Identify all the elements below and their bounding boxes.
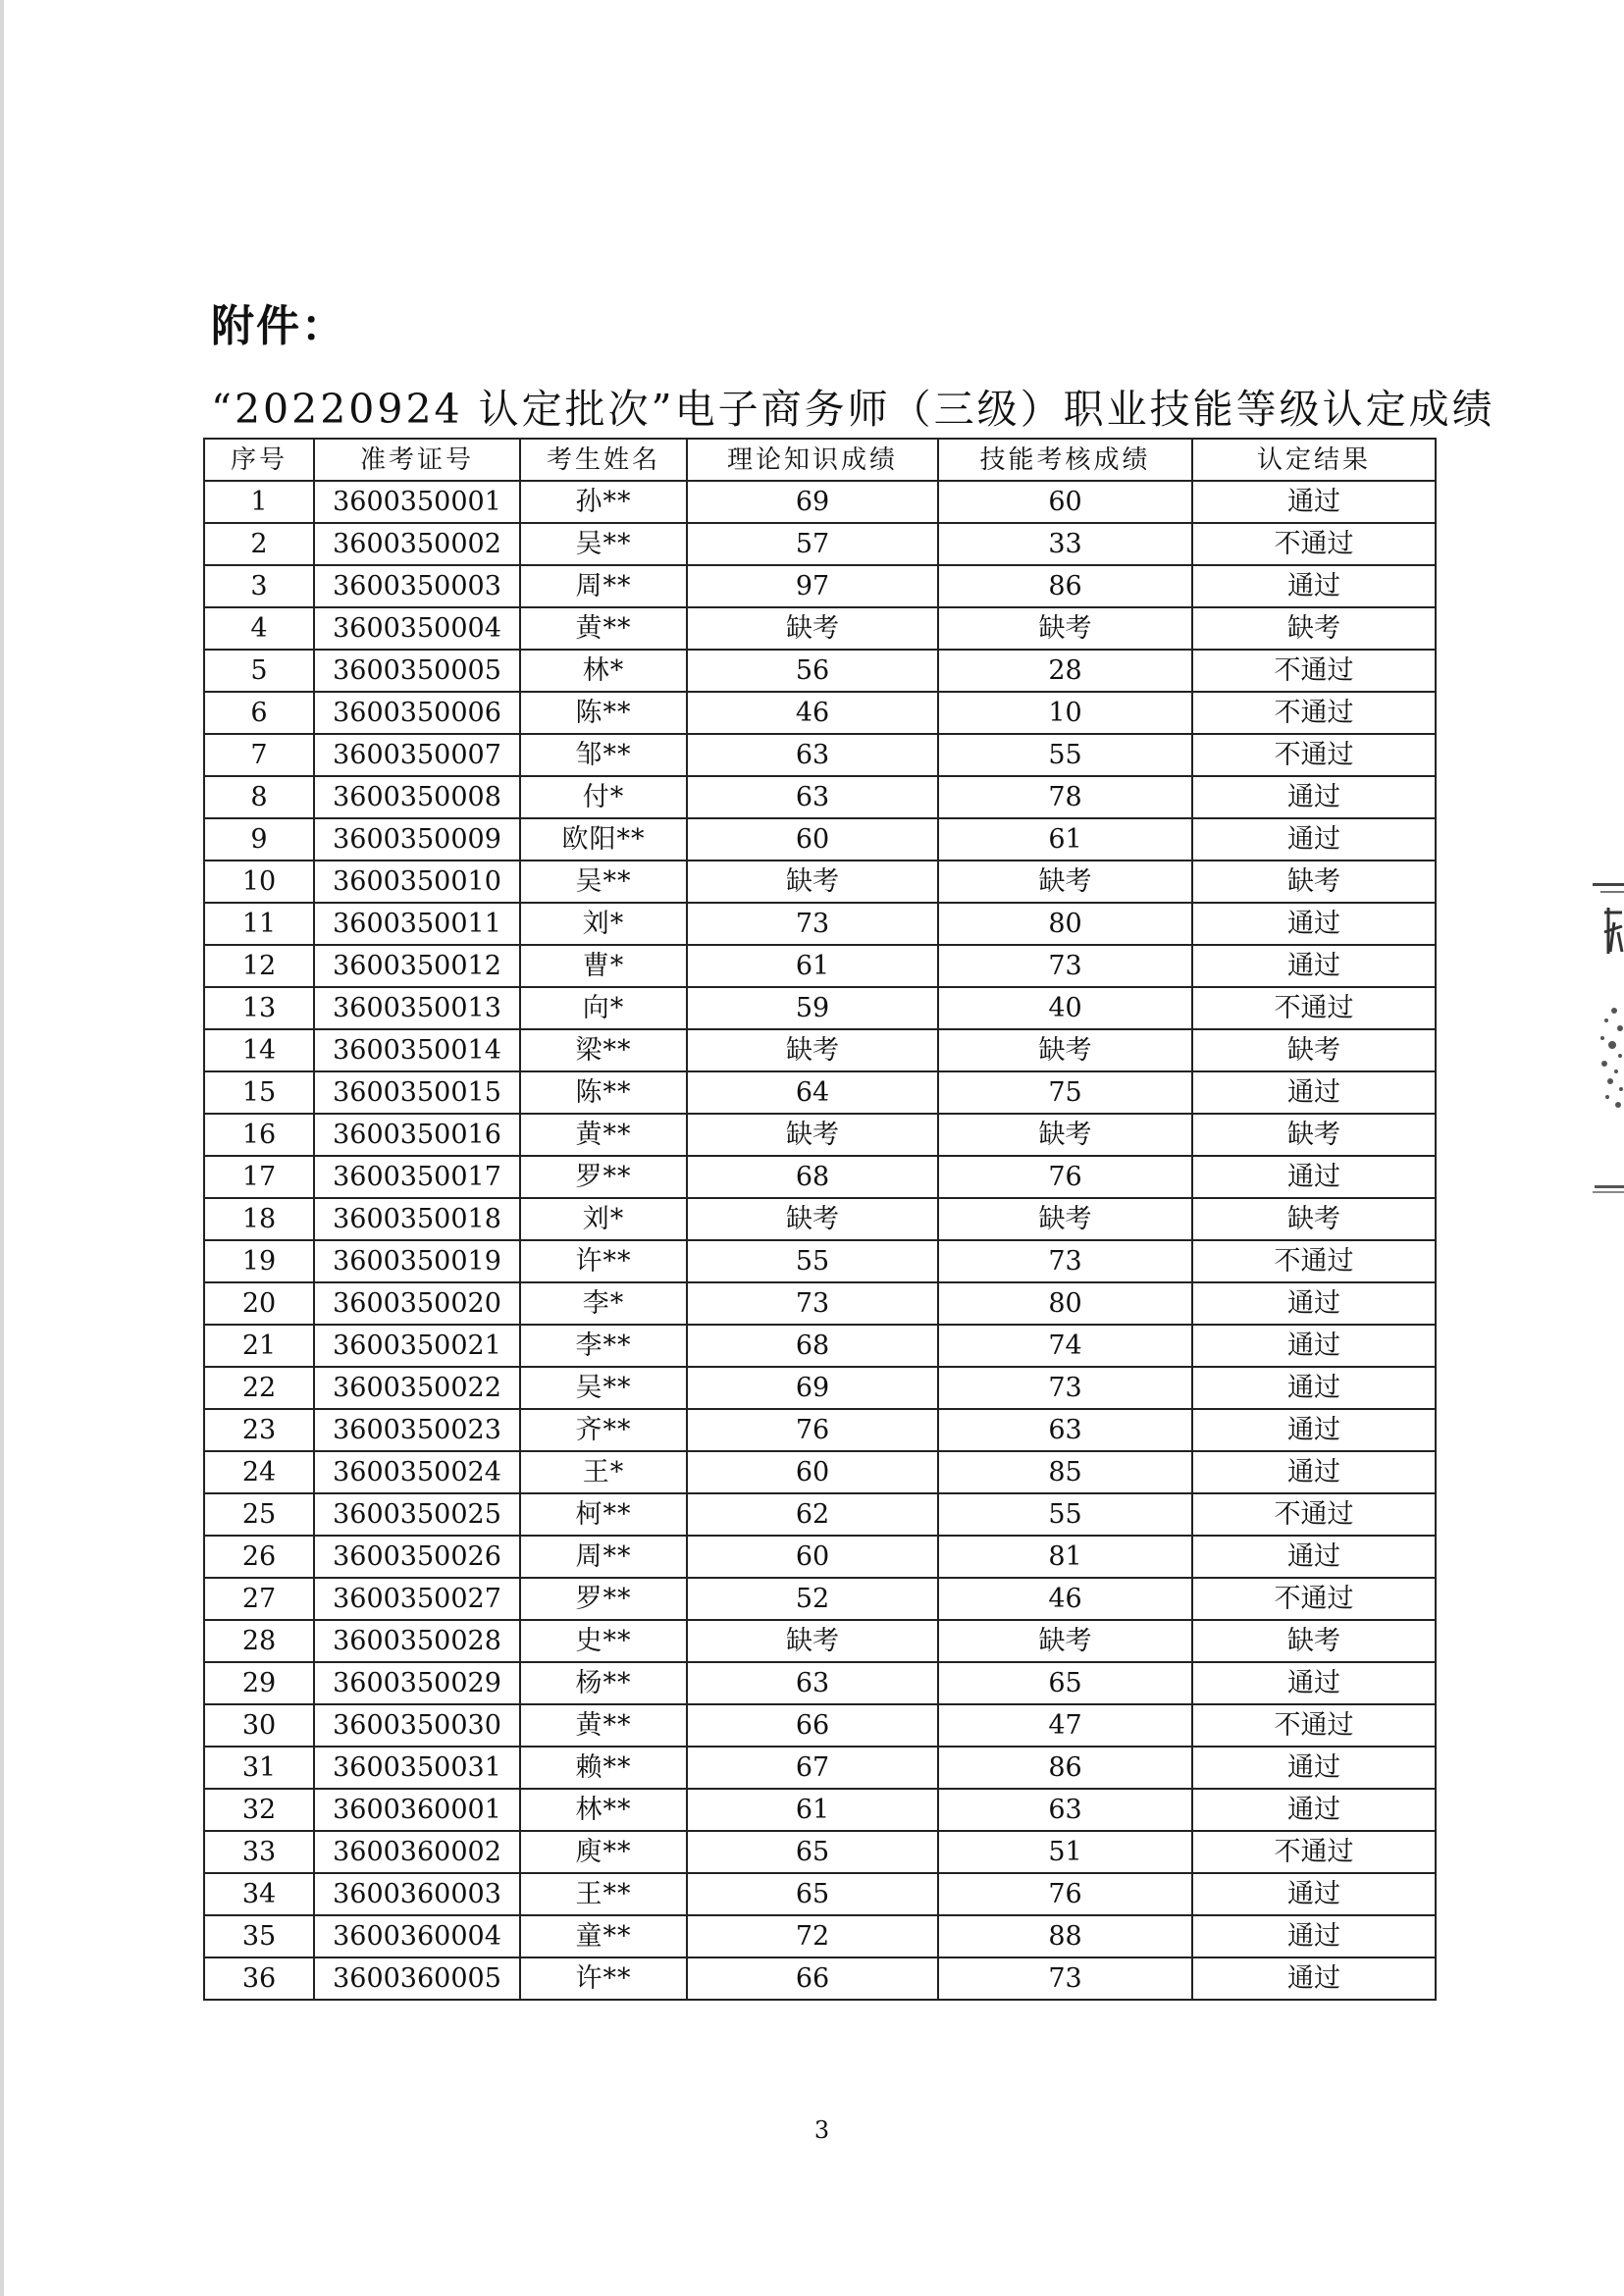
cell-name: 林** bbox=[520, 1789, 687, 1831]
cell-skill-score: 76 bbox=[938, 1873, 1192, 1915]
cell-skill-score: 78 bbox=[938, 776, 1192, 818]
cell-skill-score: 73 bbox=[938, 1240, 1192, 1282]
table-row bbox=[204, 1747, 1436, 1789]
table-row bbox=[204, 1114, 1436, 1156]
cell-result: 通过 bbox=[1192, 1789, 1436, 1831]
table-row bbox=[204, 692, 1436, 734]
table-row bbox=[204, 945, 1436, 987]
cell-theory-score: 缺考 bbox=[687, 1029, 938, 1071]
table-row bbox=[204, 1789, 1436, 1831]
column-header: 考生姓名 bbox=[520, 439, 687, 481]
cell-name: 罗** bbox=[520, 1578, 687, 1620]
cell-name: 陈** bbox=[520, 1071, 687, 1114]
cell-exam-id: 3600350024 bbox=[314, 1451, 520, 1493]
cell-seq: 31 bbox=[204, 1747, 314, 1789]
cell-exam-id: 3600360005 bbox=[314, 1957, 520, 2000]
cell-result: 通过 bbox=[1192, 565, 1436, 607]
cell-name: 李* bbox=[520, 1282, 687, 1325]
cell-exam-id: 3600350006 bbox=[314, 692, 520, 734]
table-row bbox=[204, 1662, 1436, 1704]
cell-exam-id: 3600350025 bbox=[314, 1493, 520, 1536]
cell-skill-score: 81 bbox=[938, 1536, 1192, 1578]
cell-result: 通过 bbox=[1192, 1325, 1436, 1367]
cell-skill-score: 86 bbox=[938, 565, 1192, 607]
cell-skill-score: 80 bbox=[938, 903, 1192, 945]
cell-result: 不通过 bbox=[1192, 650, 1436, 692]
cell-exam-id: 3600350012 bbox=[314, 945, 520, 987]
cell-result: 通过 bbox=[1192, 1367, 1436, 1409]
cell-seq: 6 bbox=[204, 692, 314, 734]
cell-result: 不通过 bbox=[1192, 734, 1436, 776]
cell-exam-id: 3600360003 bbox=[314, 1873, 520, 1915]
cell-theory-score: 66 bbox=[687, 1704, 938, 1747]
cell-seq: 27 bbox=[204, 1578, 314, 1620]
cell-seq: 34 bbox=[204, 1873, 314, 1915]
cell-seq: 2 bbox=[204, 523, 314, 565]
cell-skill-score: 40 bbox=[938, 987, 1192, 1029]
cell-theory-score: 60 bbox=[687, 1451, 938, 1493]
cell-exam-id: 3600360001 bbox=[314, 1789, 520, 1831]
cell-exam-id: 3600350001 bbox=[314, 481, 520, 523]
cell-exam-id: 3600350031 bbox=[314, 1747, 520, 1789]
cell-skill-score: 86 bbox=[938, 1747, 1192, 1789]
cell-name: 吴** bbox=[520, 523, 687, 565]
cell-result: 通过 bbox=[1192, 1156, 1436, 1198]
cell-seq: 4 bbox=[204, 607, 314, 650]
cell-seq: 23 bbox=[204, 1409, 314, 1451]
table-row bbox=[204, 1198, 1436, 1240]
cell-name: 柯** bbox=[520, 1493, 687, 1536]
cell-skill-score: 74 bbox=[938, 1325, 1192, 1367]
column-header: 序号 bbox=[204, 439, 314, 481]
cell-result: 通过 bbox=[1192, 1536, 1436, 1578]
cell-seq: 18 bbox=[204, 1198, 314, 1240]
table-row bbox=[204, 1282, 1436, 1325]
table-row bbox=[204, 903, 1436, 945]
cell-name: 林* bbox=[520, 650, 687, 692]
cell-name: 齐** bbox=[520, 1409, 687, 1451]
cell-result: 不通过 bbox=[1192, 1578, 1436, 1620]
cell-seq: 5 bbox=[204, 650, 314, 692]
cell-exam-id: 3600350027 bbox=[314, 1578, 520, 1620]
cell-name: 陈** bbox=[520, 692, 687, 734]
cell-seq: 22 bbox=[204, 1367, 314, 1409]
cell-seq: 16 bbox=[204, 1114, 314, 1156]
cell-seq: 29 bbox=[204, 1662, 314, 1704]
cell-theory-score: 69 bbox=[687, 481, 938, 523]
cell-skill-score: 60 bbox=[938, 481, 1192, 523]
cell-result: 缺考 bbox=[1192, 1620, 1436, 1662]
table-row bbox=[204, 1620, 1436, 1662]
cell-skill-score: 缺考 bbox=[938, 1620, 1192, 1662]
cell-skill-score: 47 bbox=[938, 1704, 1192, 1747]
cell-theory-score: 61 bbox=[687, 1789, 938, 1831]
cell-name: 童** bbox=[520, 1915, 687, 1957]
cell-exam-id: 3600350021 bbox=[314, 1325, 520, 1367]
cell-skill-score: 缺考 bbox=[938, 1029, 1192, 1071]
page-edge bbox=[0, 0, 4, 2296]
cell-name: 吴** bbox=[520, 861, 687, 903]
table-row bbox=[204, 1451, 1436, 1493]
cell-result: 不通过 bbox=[1192, 987, 1436, 1029]
cell-result: 通过 bbox=[1192, 1409, 1436, 1451]
cell-theory-score: 63 bbox=[687, 1662, 938, 1704]
cell-skill-score: 55 bbox=[938, 734, 1192, 776]
cell-exam-id: 3600350004 bbox=[314, 607, 520, 650]
cell-theory-score: 缺考 bbox=[687, 1114, 938, 1156]
table-row bbox=[204, 1325, 1436, 1367]
cell-result: 缺考 bbox=[1192, 1198, 1436, 1240]
cell-theory-score: 60 bbox=[687, 818, 938, 861]
cell-theory-score: 55 bbox=[687, 1240, 938, 1282]
cell-skill-score: 73 bbox=[938, 1957, 1192, 2000]
cell-skill-score: 46 bbox=[938, 1578, 1192, 1620]
cell-name: 黄** bbox=[520, 607, 687, 650]
cell-skill-score: 缺考 bbox=[938, 1198, 1192, 1240]
cell-theory-score: 72 bbox=[687, 1915, 938, 1957]
cell-skill-score: 88 bbox=[938, 1915, 1192, 1957]
cell-result: 通过 bbox=[1192, 1957, 1436, 2000]
cell-exam-id: 3600350016 bbox=[314, 1114, 520, 1156]
cell-name: 欧阳** bbox=[520, 818, 687, 861]
cell-theory-score: 68 bbox=[687, 1325, 938, 1367]
cell-name: 周** bbox=[520, 565, 687, 607]
cell-name: 黄** bbox=[520, 1704, 687, 1747]
table-row bbox=[204, 734, 1436, 776]
cell-theory-score: 62 bbox=[687, 1493, 938, 1536]
table-row bbox=[204, 1156, 1436, 1198]
page-number: 3 bbox=[813, 2116, 830, 2144]
cell-skill-score: 75 bbox=[938, 1071, 1192, 1114]
cell-name: 刘* bbox=[520, 903, 687, 945]
cell-skill-score: 缺考 bbox=[938, 861, 1192, 903]
cell-exam-id: 3600350020 bbox=[314, 1282, 520, 1325]
cell-exam-id: 3600350029 bbox=[314, 1662, 520, 1704]
cell-exam-id: 3600350015 bbox=[314, 1071, 520, 1114]
cell-theory-score: 60 bbox=[687, 1536, 938, 1578]
cell-name: 王** bbox=[520, 1873, 687, 1915]
cell-theory-score: 59 bbox=[687, 987, 938, 1029]
cell-name: 曹* bbox=[520, 945, 687, 987]
cell-name: 许** bbox=[520, 1957, 687, 2000]
cell-skill-score: 33 bbox=[938, 523, 1192, 565]
cell-skill-score: 63 bbox=[938, 1789, 1192, 1831]
cell-theory-score: 缺考 bbox=[687, 607, 938, 650]
table-header-row bbox=[204, 439, 1436, 481]
cell-seq: 12 bbox=[204, 945, 314, 987]
cell-exam-id: 3600350019 bbox=[314, 1240, 520, 1282]
cell-theory-score: 61 bbox=[687, 945, 938, 987]
cell-name: 黄** bbox=[520, 1114, 687, 1156]
cell-skill-score: 63 bbox=[938, 1409, 1192, 1451]
cell-result: 缺考 bbox=[1192, 607, 1436, 650]
table-row bbox=[204, 776, 1436, 818]
cell-result: 通过 bbox=[1192, 776, 1436, 818]
table-row bbox=[204, 1409, 1436, 1451]
cell-exam-id: 3600350022 bbox=[314, 1367, 520, 1409]
cell-name: 史** bbox=[520, 1620, 687, 1662]
cell-seq: 7 bbox=[204, 734, 314, 776]
cell-seq: 17 bbox=[204, 1156, 314, 1198]
annex-label: 附件： bbox=[211, 301, 346, 351]
cell-exam-id: 3600350028 bbox=[314, 1620, 520, 1662]
cell-result: 通过 bbox=[1192, 945, 1436, 987]
cell-theory-score: 69 bbox=[687, 1367, 938, 1409]
table-row bbox=[204, 523, 1436, 565]
cell-seq: 30 bbox=[204, 1704, 314, 1747]
cell-theory-score: 63 bbox=[687, 734, 938, 776]
table-row bbox=[204, 818, 1436, 861]
cell-name: 庾** bbox=[520, 1831, 687, 1873]
cell-seq: 24 bbox=[204, 1451, 314, 1493]
cell-exam-id: 3600350023 bbox=[314, 1409, 520, 1451]
cell-result: 不通过 bbox=[1192, 1493, 1436, 1536]
table-row bbox=[204, 1831, 1436, 1873]
cell-theory-score: 63 bbox=[687, 776, 938, 818]
cell-result: 不通过 bbox=[1192, 692, 1436, 734]
cell-seq: 32 bbox=[204, 1789, 314, 1831]
table-row bbox=[204, 987, 1436, 1029]
results-table bbox=[203, 438, 1437, 2001]
cell-theory-score: 缺考 bbox=[687, 1198, 938, 1240]
cell-result: 不通过 bbox=[1192, 1240, 1436, 1282]
cell-name: 孙** bbox=[520, 481, 687, 523]
cell-skill-score: 85 bbox=[938, 1451, 1192, 1493]
cell-theory-score: 66 bbox=[687, 1957, 938, 2000]
cell-exam-id: 3600350014 bbox=[314, 1029, 520, 1071]
cell-exam-id: 3600350003 bbox=[314, 565, 520, 607]
cell-exam-id: 3600350018 bbox=[314, 1198, 520, 1240]
cell-name: 罗** bbox=[520, 1156, 687, 1198]
table-row bbox=[204, 1957, 1436, 2000]
cell-result: 不通过 bbox=[1192, 1704, 1436, 1747]
cell-result: 通过 bbox=[1192, 1747, 1436, 1789]
cell-seq: 9 bbox=[204, 818, 314, 861]
cell-name: 杨** bbox=[520, 1662, 687, 1704]
cell-name: 邹** bbox=[520, 734, 687, 776]
cell-seq: 35 bbox=[204, 1915, 314, 1957]
cell-name: 赖** bbox=[520, 1747, 687, 1789]
cell-theory-score: 52 bbox=[687, 1578, 938, 1620]
table-row bbox=[204, 1071, 1436, 1114]
cell-theory-score: 68 bbox=[687, 1156, 938, 1198]
cell-seq: 15 bbox=[204, 1071, 314, 1114]
cell-seq: 19 bbox=[204, 1240, 314, 1282]
cell-seq: 10 bbox=[204, 861, 314, 903]
table-row bbox=[204, 1578, 1436, 1620]
cell-seq: 33 bbox=[204, 1831, 314, 1873]
cell-skill-score: 55 bbox=[938, 1493, 1192, 1536]
cell-theory-score: 65 bbox=[687, 1873, 938, 1915]
cell-exam-id: 3600360002 bbox=[314, 1831, 520, 1873]
cell-seq: 21 bbox=[204, 1325, 314, 1367]
cell-seq: 3 bbox=[204, 565, 314, 607]
cell-name: 刘* bbox=[520, 1198, 687, 1240]
cell-theory-score: 67 bbox=[687, 1747, 938, 1789]
cell-exam-id: 3600350008 bbox=[314, 776, 520, 818]
cell-result: 不通过 bbox=[1192, 523, 1436, 565]
cell-result: 不通过 bbox=[1192, 1831, 1436, 1873]
cell-skill-score: 缺考 bbox=[938, 607, 1192, 650]
cell-result: 通过 bbox=[1192, 818, 1436, 861]
column-header: 理论知识成绩 bbox=[687, 439, 938, 481]
cell-exam-id: 3600350030 bbox=[314, 1704, 520, 1747]
cell-seq: 14 bbox=[204, 1029, 314, 1071]
cell-name: 李** bbox=[520, 1325, 687, 1367]
table-row bbox=[204, 565, 1436, 607]
cell-result: 通过 bbox=[1192, 1071, 1436, 1114]
cell-skill-score: 28 bbox=[938, 650, 1192, 692]
cell-seq: 8 bbox=[204, 776, 314, 818]
cell-result: 缺考 bbox=[1192, 1029, 1436, 1071]
cell-result: 缺考 bbox=[1192, 1114, 1436, 1156]
cell-name: 吴** bbox=[520, 1367, 687, 1409]
cell-theory-score: 缺考 bbox=[687, 1620, 938, 1662]
cell-name: 梁** bbox=[520, 1029, 687, 1071]
cell-exam-id: 3600350009 bbox=[314, 818, 520, 861]
cell-seq: 13 bbox=[204, 987, 314, 1029]
cell-seq: 36 bbox=[204, 1957, 314, 2000]
table-body bbox=[204, 481, 1436, 2000]
cell-theory-score: 46 bbox=[687, 692, 938, 734]
cell-skill-score: 80 bbox=[938, 1282, 1192, 1325]
table-row bbox=[204, 1915, 1436, 1957]
cell-exam-id: 3600350013 bbox=[314, 987, 520, 1029]
cell-skill-score: 61 bbox=[938, 818, 1192, 861]
cell-result: 通过 bbox=[1192, 1873, 1436, 1915]
cell-name: 付* bbox=[520, 776, 687, 818]
cell-theory-score: 64 bbox=[687, 1071, 938, 1114]
cell-theory-score: 76 bbox=[687, 1409, 938, 1451]
cell-exam-id: 3600350011 bbox=[314, 903, 520, 945]
cell-skill-score: 73 bbox=[938, 945, 1192, 987]
cell-result: 通过 bbox=[1192, 1662, 1436, 1704]
table-row bbox=[204, 1704, 1436, 1747]
cell-result: 通过 bbox=[1192, 481, 1436, 523]
cell-result: 缺考 bbox=[1192, 861, 1436, 903]
cell-seq: 28 bbox=[204, 1620, 314, 1662]
cell-exam-id: 3600350026 bbox=[314, 1536, 520, 1578]
cell-skill-score: 51 bbox=[938, 1831, 1192, 1873]
seal-fragment-icon bbox=[1575, 863, 1624, 1217]
cell-name: 许** bbox=[520, 1240, 687, 1282]
cell-theory-score: 缺考 bbox=[687, 861, 938, 903]
document-title: “20220924 认定批次”电子商务师（三级）职业技能等级认定成绩 bbox=[211, 386, 1495, 433]
cell-theory-score: 56 bbox=[687, 650, 938, 692]
table-row bbox=[204, 481, 1436, 523]
cell-name: 向* bbox=[520, 987, 687, 1029]
table-row bbox=[204, 1029, 1436, 1071]
column-header: 准考证号 bbox=[314, 439, 520, 481]
cell-seq: 20 bbox=[204, 1282, 314, 1325]
table-row bbox=[204, 1536, 1436, 1578]
column-header: 技能考核成绩 bbox=[938, 439, 1192, 481]
cell-skill-score: 73 bbox=[938, 1367, 1192, 1409]
cell-seq: 25 bbox=[204, 1493, 314, 1536]
table-row bbox=[204, 607, 1436, 650]
cell-skill-score: 76 bbox=[938, 1156, 1192, 1198]
cell-exam-id: 3600360004 bbox=[314, 1915, 520, 1957]
cell-exam-id: 3600350005 bbox=[314, 650, 520, 692]
cell-seq: 11 bbox=[204, 903, 314, 945]
cell-exam-id: 3600350010 bbox=[314, 861, 520, 903]
cell-result: 通过 bbox=[1192, 1451, 1436, 1493]
table-row bbox=[204, 1493, 1436, 1536]
cell-exam-id: 3600350017 bbox=[314, 1156, 520, 1198]
cell-theory-score: 73 bbox=[687, 903, 938, 945]
cell-exam-id: 3600350007 bbox=[314, 734, 520, 776]
cell-seq: 1 bbox=[204, 481, 314, 523]
table-row bbox=[204, 1240, 1436, 1282]
cell-result: 通过 bbox=[1192, 1915, 1436, 1957]
cell-skill-score: 缺考 bbox=[938, 1114, 1192, 1156]
cell-seq: 26 bbox=[204, 1536, 314, 1578]
table-row bbox=[204, 861, 1436, 903]
cell-theory-score: 97 bbox=[687, 565, 938, 607]
table-row bbox=[204, 1873, 1436, 1915]
cell-name: 周** bbox=[520, 1536, 687, 1578]
cell-skill-score: 10 bbox=[938, 692, 1192, 734]
table-row bbox=[204, 1367, 1436, 1409]
cell-skill-score: 65 bbox=[938, 1662, 1192, 1704]
column-header: 认定结果 bbox=[1192, 439, 1436, 481]
cell-theory-score: 65 bbox=[687, 1831, 938, 1873]
cell-exam-id: 3600350002 bbox=[314, 523, 520, 565]
cell-theory-score: 57 bbox=[687, 523, 938, 565]
cell-result: 通过 bbox=[1192, 1282, 1436, 1325]
cell-result: 通过 bbox=[1192, 903, 1436, 945]
cell-theory-score: 73 bbox=[687, 1282, 938, 1325]
table-row bbox=[204, 650, 1436, 692]
cell-name: 王* bbox=[520, 1451, 687, 1493]
